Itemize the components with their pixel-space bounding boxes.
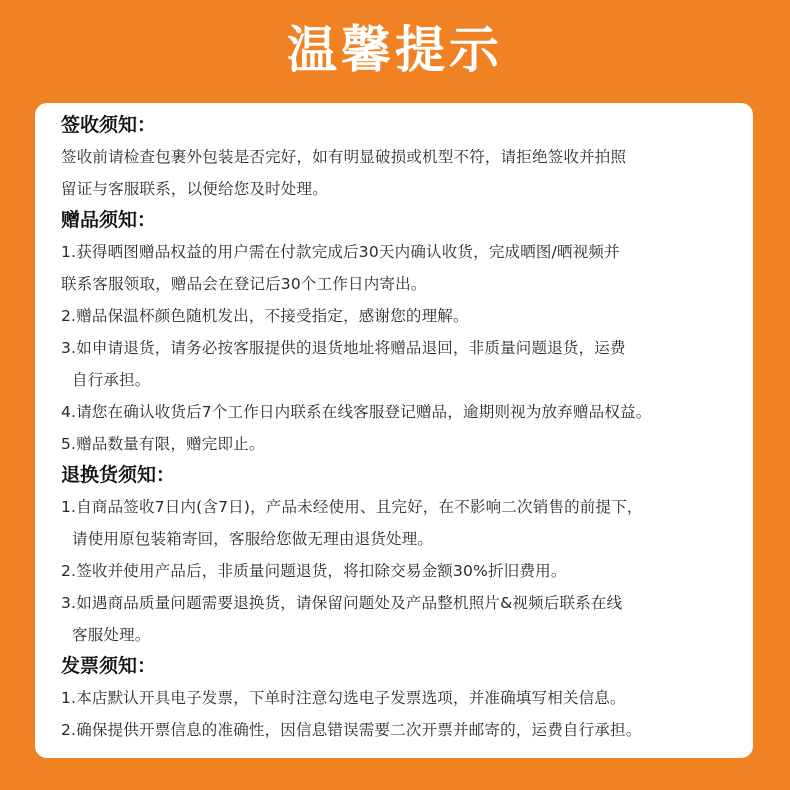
section-heading-gift: 赠品须知： [61,209,157,231]
section-heading-invoice: 发票须知： [61,655,157,677]
section-gift-notice [61,205,735,460]
section-invoice-notice [61,651,735,746]
notice-line: 3.如申请退货，请务必按客服提供的退货地址将赠品退回，非质量问题退货，运费 [61,339,626,357]
notice-line: 1.本店默认开具电子发票，下单时注意勾选电子发票选项，并准确填写相关信息。 [61,689,626,707]
notice-line: 自行承担。 [72,371,151,389]
section-heading-sign: 签收须知： [61,114,157,136]
section-return-notice [61,460,735,651]
notice-line: 3.如遇商品质量问题需要退换货，请保留问题处及产品整机照片&视频后联系在线 [61,594,623,612]
notice-line: 2.确保提供开票信息的准确性，因信息错误需要二次开票并邮寄的，运费自行承担。 [61,721,642,739]
notice-line: 签收前请检查包裹外包装是否完好，如有明显破损或机型不符，请拒绝签收并拍照 [61,148,627,166]
notice-card [35,103,753,758]
notice-line: 1.自商品签收7日内(含7日)，产品未经使用、且完好，在不影响二次销售的前提下， [61,498,643,516]
notice-line: 留证与客服联系，以便给您及时处理。 [61,180,328,198]
notice-line: 客服处理。 [72,626,151,644]
section-heading-return: 退换货须知： [61,464,176,486]
section-sign-notice [61,110,735,205]
notice-line: 请使用原包装箱寄回，客服给您做无理由退货处理。 [72,530,434,548]
notice-line: 1.获得晒图赠品权益的用户需在付款完成后30天内确认收货，完成晒图/晒视频并 [61,243,620,261]
notice-line: 2.签收并使用产品后，非质量问题退货，将扣除交易金额30%折旧费用。 [61,562,567,580]
notice-line: 2.赠品保温杯颜色随机发出，不接受指定，感谢您的理解。 [61,307,469,325]
notice-line: 5.赠品数量有限，赠完即止。 [61,435,265,453]
page-title: 温馨提示 [287,21,503,79]
notice-line: 4.请您在确认收货后7个工作日内联系在线客服登记赠品，逾期则视为放弃赠品权益。 [61,403,652,421]
notice-line: 联系客服领取，赠品会在登记后30个工作日内寄出。 [61,275,427,293]
